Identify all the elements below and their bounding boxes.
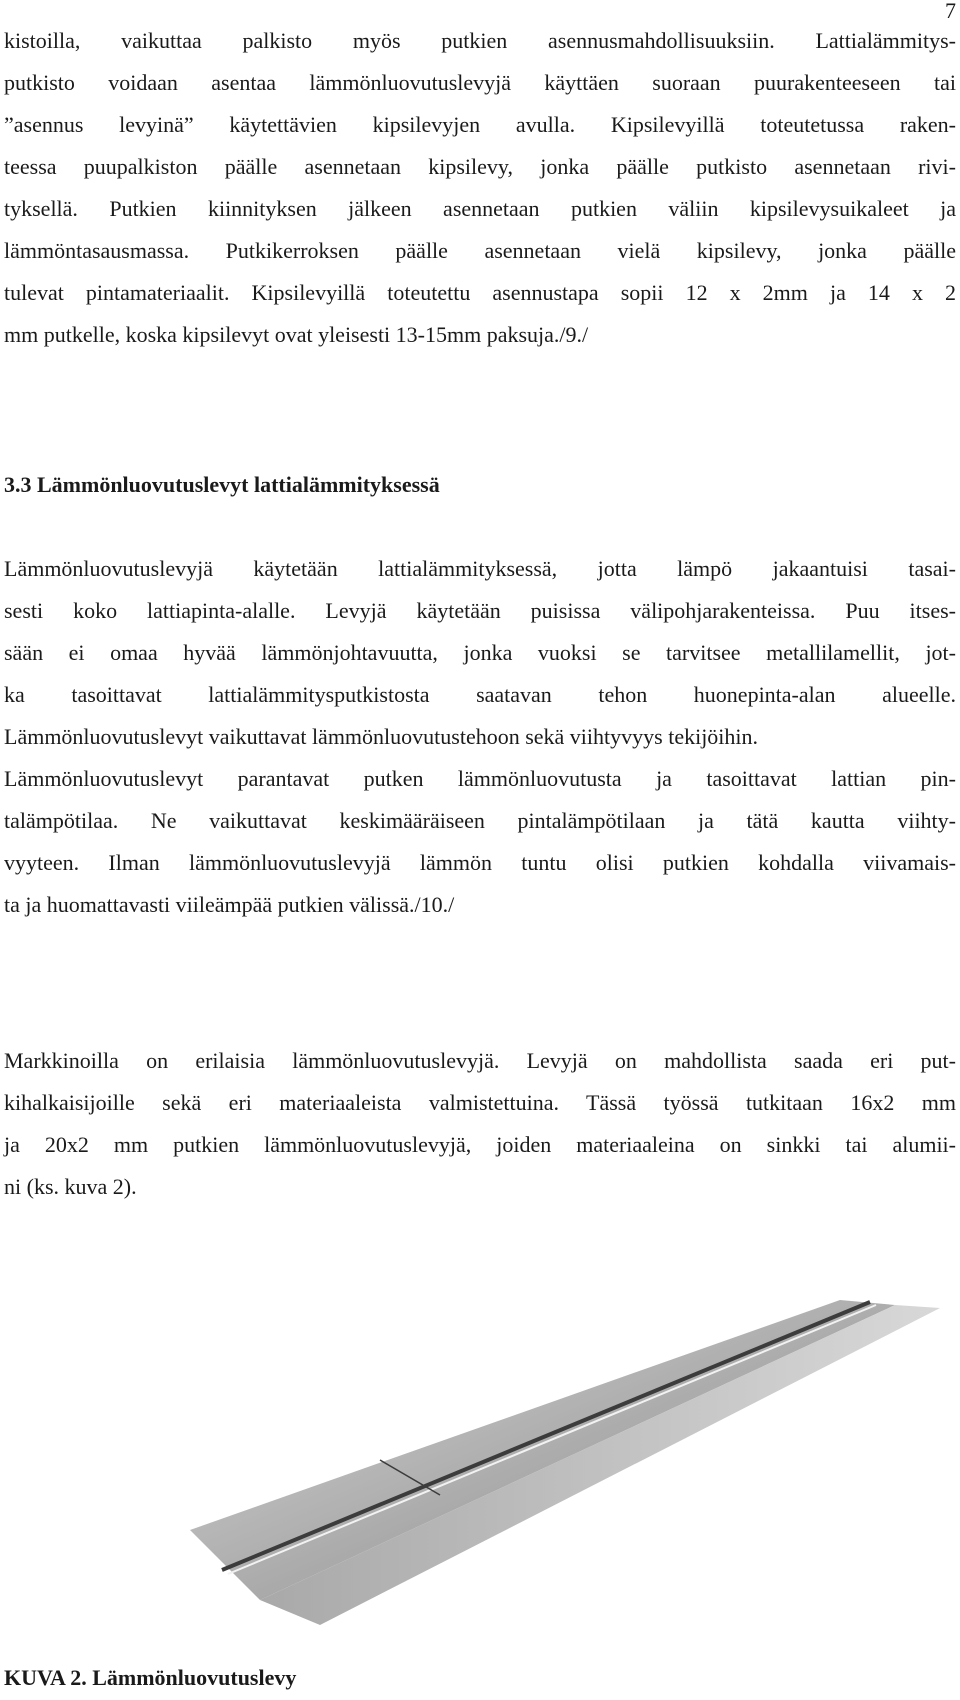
text-line: sesti koko lattiapinta-alalle. Levyjä käytetään puisissa välipohjarakenteissa. Puu itses-	[4, 598, 956, 623]
text-line: kistoilla, vaikuttaa palkisto myös putkien asennusmahdollisuuksiin. Lattialämmitys-	[4, 28, 956, 53]
text-line: tyksellä. Putkien kiinnityksen jälkeen asennetaan putkien väliin kipsilevysuikaleet ja	[4, 196, 956, 221]
page-number: 7	[945, 0, 956, 23]
heat-plate-figure	[150, 1270, 950, 1630]
text-line: ”asennus levyinä” käytettävien kipsilevyjen avulla. Kipsilevyillä toteutetussa raken-	[4, 112, 956, 137]
section-heading: 3.3 Lämmönluovutuslevyt lattialämmityksessä	[4, 472, 440, 497]
text-line: sään ei omaa hyvää lämmönjohtavuutta, jonka vuoksi se tarvitsee metallilamellit, jot-	[4, 640, 956, 665]
paragraph-2	[4, 548, 956, 926]
heat-plate-image	[150, 1270, 950, 1630]
text-line: Lämmönluovutuslevyt vaikuttavat lämmönluovutustehoon sekä viihtyvyys tekijöihin.	[4, 724, 759, 749]
plate-groove-line	[222, 1302, 870, 1570]
text-line: talämpötilaa. Ne vaikuttavat keskimääräiseen pintalämpötilaan ja tätä kautta viihty-	[4, 808, 956, 833]
plate-groove-highlight	[228, 1305, 876, 1574]
text-line: ja 20x2 mm putkien lämmönluovutuslevyjä, joiden materiaaleina on sinkki tai alumii-	[4, 1132, 956, 1157]
figure-caption: KUVA 2. Lämmönluovutuslevy	[4, 1665, 297, 1690]
text-line: ni (ks. kuva 2).	[4, 1174, 137, 1199]
text-line: ka tasoittavat lattialämmitysputkistosta saatavan tehon huonepinta-alan alueelle.	[4, 682, 956, 707]
text-line: mm putkelle, koska kipsilevyt ovat yleisesti 13-15mm paksuja./9./	[4, 322, 589, 347]
text-line: teessa puupalkiston päälle asennetaan kipsilevy, jonka päälle putkisto asennetaan rivi-	[4, 154, 956, 179]
text-line: vyyteen. Ilman lämmönluovutuslevyjä lämmön tuntu olisi putkien kohdalla viivamais-	[4, 850, 956, 875]
text-line: tulevat pintamateriaalit. Kipsilevyillä toteutettu asennustapa sopii 12 x 2mm ja 14 x 2	[4, 280, 956, 305]
paragraph-1	[4, 20, 956, 356]
text-line: Markkinoilla on erilaisia lämmönluovutuslevyjä. Levyjä on mahdollista saada eri put-	[4, 1048, 956, 1073]
text-line: Lämmönluovutuslevyjä käytetään lattialämmityksessä, jotta lämpö jakaantuisi tasai-	[4, 556, 956, 581]
text-line: ta ja huomattavasti viileämpää putkien välissä./10./	[4, 892, 455, 917]
paragraph-3	[4, 1040, 956, 1208]
text-line: putkisto voidaan asentaa lämmönluovutuslevyjä käyttäen suoraan puurakenteeseen tai	[4, 70, 956, 95]
text-line: kihalkaisijoille sekä eri materiaaleista valmistettuina. Tässä työssä tutkitaan 16x2 mm	[4, 1090, 956, 1115]
text-line: lämmöntasausmassa. Putkikerroksen päälle asennetaan vielä kipsilevy, jonka päälle	[4, 238, 956, 263]
plate-right-wing	[260, 1305, 940, 1625]
text-line: Lämmönluovutuslevyt parantavat putken lämmönluovutusta ja tasoittavat lattian pin-	[4, 766, 956, 791]
plate-left-wing	[190, 1300, 895, 1600]
